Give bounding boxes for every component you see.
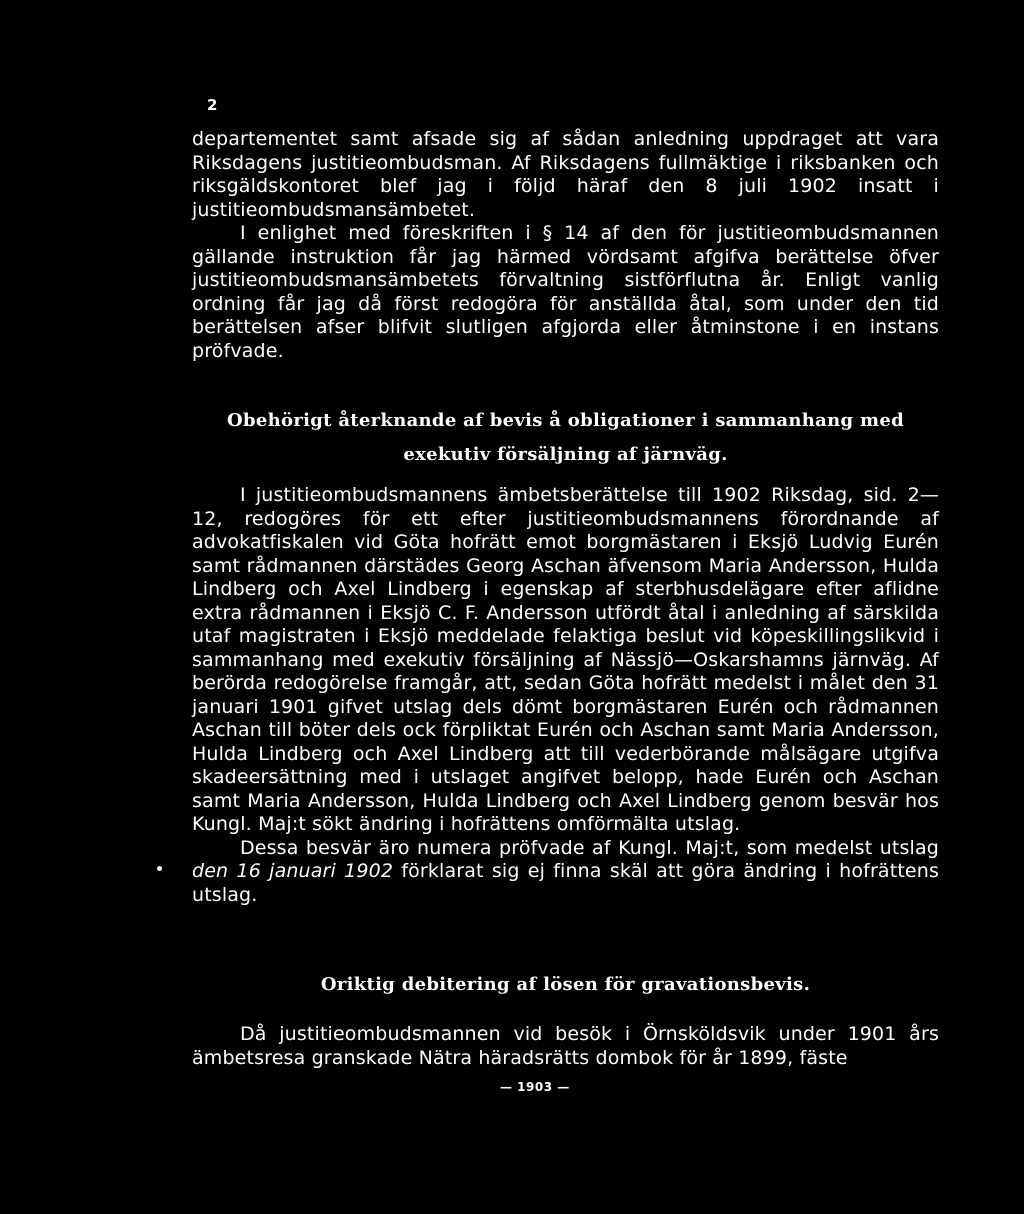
intro-section bbox=[192, 128, 939, 363]
section-1-paragraph-1: I justitieombudsmannens ämbetsberättelse till 1902 Riksdag, sid. 2—12, redogöres för ett efter justitieombudsmannens förordnande af advokatfiskalen vid Göta hofrätt emot borgmästaren i Eksjö Ludvig Eurén samt rådmannen därstädes Georg Aschan äfvensom Maria Andersson, Hulda Lindberg och Axel Lindberg i egenskap af sterbhusdelägare efter aflidne extra rådmannen i Eksjö C. F. Andersson utfördt åtal i anledning af särskilda utaf magistraten i Eksjö meddelade felaktiga beslut vid köpeskillingslikvid i sammanhang med exekutiv försäljning af Nässjö—Oskarshamns järnväg. Af berörda redogörelse framgår, att, sedan Göta hofrätt medelst i målet den 31 januari 1901 gifvet utslag dels dömt borgmästaren Eurén och rådmannen Aschan till böter dels ock förpliktat Eurén och Aschan samt Maria Andersson, Hulda Lindberg och Axel Lindberg att till vederbörande målsägare utgifva skadeersättning med i utslaget angifvet belopp, hade Eurén och Aschan samt Maria Andersson, Hulda Lindberg och Axel Lindberg genom besvär hos Kungl. Maj:t sökt ändring i hofrättens omförmälta utslag. bbox=[192, 484, 939, 835]
section-2-body bbox=[192, 1023, 939, 1070]
margin-dot bbox=[157, 866, 162, 871]
section-heading-2-text: Oriktig debitering af lösen för gravationsbevis. bbox=[320, 974, 811, 995]
intro-paragraph-1: departementet samt afsade sig af sådan anledning uppdraget att vara Riksdagens justitieombudsman. Af Riksdagens fullmäktige i riksbanken och riksgäldskontoret blef jag i följd häraf den 8 juli 1902 insatt i justitieombudsmansämbetet. bbox=[192, 128, 939, 221]
section-1-paragraph-2 bbox=[192, 837, 939, 908]
section-heading-1-line-1: Obehörigt återknande af bevis å obligationer i sammanhang med bbox=[227, 410, 904, 431]
intro-paragraph-2: I enlighet med föreskriften i § 14 af den för justitieombudsmannen gällande instruktion får jag härmed vördsamt afgifva berättelse öfver justitieombudsmansämbetets förvaltning sistförflutna år. Enligt vanlig ordning får jag då först redogöra för anställda åtal, som under den tid berättelsen afser blifvit slutligen afgjorda eller åtminstone i en instans pröfvade. bbox=[192, 222, 939, 362]
section-heading-2 bbox=[192, 968, 939, 1002]
section-2-paragraph-1: Då justitieombudsmannen vid besök i Örnsköldsvik under 1901 års ämbetsresa granskade Nätra häradsrätts dombok för år 1899, fäste bbox=[192, 1023, 939, 1069]
judgment-date: den 16 januari 1902 bbox=[192, 860, 394, 882]
section-1-body bbox=[192, 484, 939, 907]
page-footer: — 1903 — bbox=[500, 1080, 570, 1094]
section-heading-1-line-2: exekutiv försäljning af järnväg. bbox=[403, 444, 728, 465]
section-1-paragraph-2-end: förklarat sig ej finna skäl att göra ändring i hofrättens utslag. bbox=[192, 860, 940, 906]
section-1-paragraph-2-start: Dessa besvär äro numera pröfvade af Kungl. Maj:t, som medelst utslag bbox=[240, 836, 939, 859]
section-heading-1 bbox=[192, 404, 939, 472]
page-number: 2 bbox=[207, 96, 218, 114]
